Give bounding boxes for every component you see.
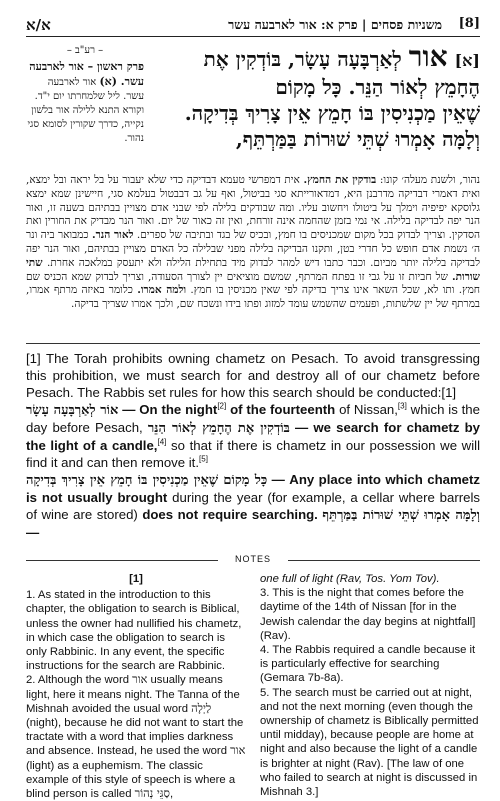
translation-2a: — we search for chametz by the light of a candle, xyxy=(26,420,480,453)
translation-3a: — Any place into which chametz is not usually brought xyxy=(26,472,481,505)
header-title: משניות פסחים | פרק א: אור לארבעה עשר xyxy=(228,17,442,32)
notes-label: NOTES xyxy=(234,554,271,564)
note-2-hebrew-4: סַגֵּי נְהוֹר xyxy=(134,787,170,801)
sidebar-bold-heading: פרק ראשון – אור לארבעה עשר. (א) xyxy=(29,60,144,88)
notes-rule-right xyxy=(288,560,480,561)
mishnah-label: [א] xyxy=(454,51,480,70)
note-2e: , xyxy=(169,788,174,801)
commentary-heading-4: ולמה אמרו. xyxy=(137,284,187,297)
note-2d: (light) as a euphemism. The classic example of this style of speech is where a blind person is called xyxy=(26,759,236,801)
notes-rule-left xyxy=(26,560,218,561)
translation-intro: [1] The Torah prohibits owning chametz on Pesach. To avoid transgressing this prohibition, we must search for and destroy all of our chametz before Pesach. The Rabbis set rules for how this search should be conducted:[1] xyxy=(26,351,480,400)
mishnah-first-word: אור xyxy=(408,40,448,73)
mishnah-line-4: וְלָמָּה אָמְרוּ שְׁתֵּי שׁוּרוֹת בַּמַּרְתֵּף, xyxy=(235,127,480,151)
hebrew-phrase-4: וְלָמָּה אָמְרוּ שְׁתֵּי שׁוּרוֹת בַּמַּרְתֵּף xyxy=(322,508,480,523)
footnote-ref-5[interactable]: [5] xyxy=(199,454,208,464)
commentary-text-4: כלומר באיזה מרתף אמרו, במרתף של יין שלשתות, ופעמים שהשמש עומד למזוג ופתו בידו ונשכח שם, ולכך אמרו שצריך בדיקה. xyxy=(26,284,480,311)
rav-sidebar xyxy=(26,44,144,146)
note-2c: (night), because he did not want to start the tractate with a word that implies darkness and absence. Instead, he used the word xyxy=(26,717,244,758)
note-2a: 2. Although the word xyxy=(26,674,133,687)
page-number: [8] xyxy=(458,16,480,31)
rav-commentary xyxy=(26,174,480,312)
notes-column-left xyxy=(26,572,246,801)
translation-1c: of Nissan, xyxy=(335,402,398,417)
hebrew-phrase-1: אוֹר לְאַרְבָּעָה עָשָׂר xyxy=(26,403,119,418)
mishnah-text xyxy=(154,40,480,152)
note-2-hebrew-3: אור xyxy=(230,744,246,758)
note-2-continued xyxy=(260,572,480,586)
note-4: 4. The Rabbis required a candle because it is particularly effective for searching (Gemara 7b-8a). xyxy=(260,644,476,685)
commentary-text-3: של חביות זו על גבי זו בפתח המרתף, שמשם מוציאים יין לצורך הסעודה, וצריך לבדוק שמא הכניס שם חמץ. ותו לא, שכל השאר אינו צריך בדיקה לפי שאין מכניסין בו חמץ. xyxy=(26,270,481,297)
notes-column-right xyxy=(260,572,480,799)
sidebar-label: – רע"ב – xyxy=(66,45,104,56)
english-translation xyxy=(26,350,480,541)
mishnah-line-1 xyxy=(154,40,480,74)
mishnah-line-2: הֶחָמֵץ לְאוֹר הַנֵּר. כָּל מָקוֹם xyxy=(275,75,480,99)
notes-separator xyxy=(26,554,480,566)
note-2-hebrew-2: לַיְלָה xyxy=(191,701,212,715)
page xyxy=(26,10,481,801)
hebrew-phrase-3: כָּל מָקוֹם שֶׁאֵין מַכְנִיסִין בּוֹ חָמֵץ אֵין צָרִיךְ בְּדִיקָה xyxy=(26,473,268,488)
commentary-heading-1: בודקין את החמץ. xyxy=(303,174,377,186)
note-3: 3. This is the night that comes before the daytime of the 14th of Nissan [for in the Jewish calendar the day begins at nightfall] (Rav). xyxy=(260,587,476,642)
footnote-ref-2[interactable]: [2] xyxy=(217,401,227,411)
running-header xyxy=(26,16,480,37)
header-reference: א/א xyxy=(26,16,51,34)
translation-phrase-3 xyxy=(26,471,480,541)
hebrew-phrase-2: בּוֹדְקִין אֶת הֶחָמֵץ לְאוֹר הַנֵּר xyxy=(147,421,290,436)
note-5: 5. The search must be carried out at night, and not the next morning (even though the ownership of chametz is Biblically permitted until midday), because people are home at night and also because the light of a candle is brighter at night (Rav). [The law of one who failed to search at night is discussed in Mishnah 3.] xyxy=(260,686,479,799)
translation-3b: during the year (for example, a cellar where barrels of wine are stored) xyxy=(26,490,480,522)
translation-3c: does not require searching. xyxy=(137,507,318,522)
translation-1a: — On the night xyxy=(118,402,218,417)
mishnah-line-3: שֶׁאֵין מַכְנִיסִין בּוֹ חָמֵץ אֵין צָרִיךְ בְּדִיקָה. xyxy=(184,101,480,125)
footnote-ref-3[interactable]: [3] xyxy=(397,401,407,411)
commentary-heading-3: שתי שורות. xyxy=(26,256,480,283)
commentary-heading-2: לאור הנר. xyxy=(91,229,134,242)
translation-phrase-1 xyxy=(26,401,480,471)
note-2b: usually means light, here it means night. The Tanna of the Mishnah avoided the usual word xyxy=(26,674,240,715)
commentary-text-1: אית דמפרשי טעמא דבדיקה כדי שלא יעבור על בל יראה ובל ימצא, ואית דאמרי דבדיקה מדרבנן היא, דמדאורייתא סגי בביטול, ואף על גב דבבטול בעלמא סגי, חיישינן שמא ימצא גלוסקא יפיפיה וימלך על ביטולו ויחשוב עליו. ומה שבודקים בלילה לפי שבני אדם מצויין בבתיהם בשעה זו, ואור הנר יפה לבדיקה בלילה. אי נמי בזמן שהחמה אינה זורחת, ואין זה כאור של יום. ואור הנר מבדיק את החורין ואת הסדקין. וצריך לבדוק בכל מקום שמכניסים בו חמץ, ובכיס של בגד ובתיבה של ספרים. xyxy=(26,174,481,242)
commentary-text-2: כמבואר ביה ונר ה׳ נשמת אדם חופש כל חדרי בטן, ותקנו הבדיקה בלילה מפני שבלילה כל האדם מצויין בבתיהם, ואור הנר יפה לבדיקה בלילה יותר מביום. וכבר כתבו דיש למהר לבדוק מיד בתחילת הלילה ולא יתעסק במלאכה אחרת. xyxy=(26,229,481,269)
note-2-continued-text: one full of light (Rav, Tos. Yom Tov). xyxy=(260,573,440,585)
notes-heading: [1] xyxy=(129,573,143,585)
translation-1d: which is the day before Pesach, xyxy=(26,402,480,435)
commentary-lead: נהור, ולשנת מעלה׳ קונו: xyxy=(379,174,480,186)
note-2 xyxy=(26,673,246,801)
note-2-hebrew-1: אור xyxy=(132,673,148,687)
translation-1b: of the fourteenth xyxy=(226,402,336,417)
section-divider xyxy=(26,343,480,344)
translation-2b: so that if there is chametz in our possession we will find it and can then remove it. xyxy=(26,438,480,470)
sidebar-text: אור לארבעה עשר. ליל שלמחרתו יום י"ד. וקורא התנא ללילה אור בלשון נקייה, כדרך שקורין לסומא סגי נהור. xyxy=(27,77,144,144)
footnote-ref-4[interactable]: [4] xyxy=(157,437,167,447)
mishnah-line-1-text: לְאַרְבָּעָה עָשָׂר, בּוֹדְקִין אֶת xyxy=(203,47,402,71)
translation-4: — xyxy=(26,525,40,540)
note-1: 1. As stated in the introduction to this chapter, the obligation to search is Biblical, unless the owner had nullified his chametz, in which case the obligation to search is only Rabbinic. In any event, the specific instructions for the search are Rabbinic. xyxy=(26,589,242,673)
